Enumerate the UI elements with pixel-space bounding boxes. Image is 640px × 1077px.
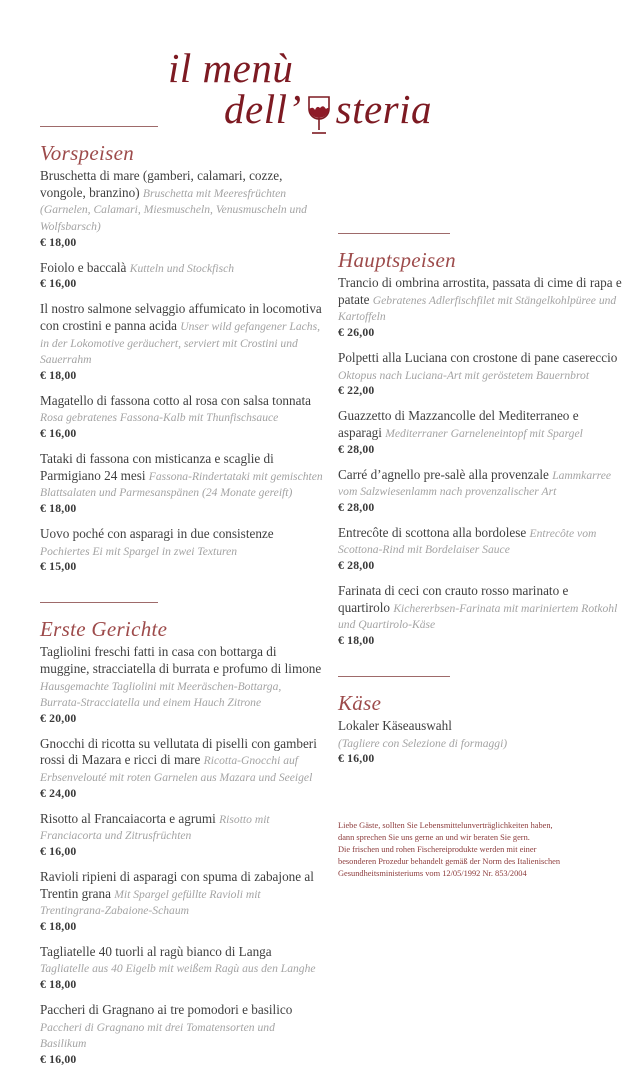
section-heading-hauptspeisen: Hauptspeisen xyxy=(338,248,456,272)
section-heading-erste-gerichte: Erste Gerichte xyxy=(40,617,168,642)
menu-item-name-de: Unser wild gefangener Lachs, in der Lokomotive geräuchert, serviert mit Crostini und Sauerrahm xyxy=(40,319,321,367)
section-divider xyxy=(40,602,158,603)
menu-item-price: € 22,00 xyxy=(338,384,375,398)
menu-item xyxy=(40,736,324,800)
menu-item xyxy=(40,301,324,382)
menu-item-price: € 28,00 xyxy=(338,559,375,573)
menu-item-description xyxy=(40,393,324,426)
menu-item-description xyxy=(40,260,324,277)
menu-item-description xyxy=(338,525,622,558)
menu-item xyxy=(40,869,324,933)
menu-item-price: € 18,00 xyxy=(40,919,77,933)
menu-item xyxy=(338,718,622,765)
menu-item-name-de: Hausgemachte Tagliolini mit Meeräschen-Bottarga, Burrata-Stracciatella und einem Hauch Zitrone xyxy=(40,679,282,710)
menu-item-price: € 18,00 xyxy=(40,978,77,992)
menu-column-left xyxy=(40,126,324,1077)
section-heading-kaese: Käse xyxy=(338,690,382,715)
menu-item xyxy=(40,944,324,991)
menu-item-price: € 18,00 xyxy=(40,235,77,249)
menu-item-name-de: Tagliatelle aus 40 Eigelb mit weißem Ragù aus den Langhe xyxy=(40,962,316,976)
menu-item-name-it: Tagliatelle 40 tuorli al ragù bianco di Langa xyxy=(40,943,272,959)
menu-item-name-de: Gebratenes Adlerfischfilet mit Stängelkohlpüree und Kartoffeln xyxy=(338,293,617,324)
menu-item-description xyxy=(338,583,622,633)
menu-item-name-it: Il nostro salmone selvaggio affumicato in locomotiva con crostini e panna acida xyxy=(40,301,322,333)
menu-item xyxy=(338,467,622,514)
menu-item-name-de: Fassona-Rindertataki mit gemischten Blattsalaten und Parmesanspänen (24 Monate gereift) xyxy=(40,469,323,500)
menu-item xyxy=(40,526,324,573)
menu-item-name-de: Oktopus nach Luciana-Art mit geröstetem Bauernbrot xyxy=(338,368,590,382)
menu-item-description xyxy=(40,526,324,559)
disclaimer-line-5: Gesundheitsministeriums vom 12/05/1992 Nr. 853/2004 xyxy=(338,868,527,878)
menu-item xyxy=(338,275,622,339)
menu-item-price: € 16,00 xyxy=(40,844,77,858)
disclaimer-line-2: dann sprechen Sie uns gerne an und wir beraten Sie gern. xyxy=(338,832,530,842)
menu-item xyxy=(338,583,622,647)
menu-item-description xyxy=(338,408,622,441)
menu-item-price: € 28,00 xyxy=(338,500,375,514)
section-spacer xyxy=(338,658,622,676)
menu-item-name-it: Guazzetto di Mazzancolle del Mediterraneo e asparagi xyxy=(338,408,579,440)
menu-title-dell: dell’ xyxy=(224,86,302,132)
section-divider xyxy=(338,233,450,234)
menu-item-description xyxy=(40,451,324,501)
menu-item-name-de: Entrecôte vom Scottona-Rind mit Bordelaiser Sauce xyxy=(338,526,597,557)
section-divider xyxy=(338,676,450,677)
menu-item-price: € 26,00 xyxy=(338,326,375,340)
menu-item xyxy=(40,260,324,291)
menu-item-name-it: Uovo poché con asparagi in due consistenze xyxy=(40,525,274,541)
menu-item-price: € 16,00 xyxy=(40,277,77,291)
menu-item-name-de: Ricotta-Gnocchi auf Erbsenvelouté mit roten Garnelen aus Mazara und Seeigel xyxy=(40,754,313,785)
menu-item-price: € 18,00 xyxy=(338,633,375,647)
menu-item-name-it: Foiolo e baccalà xyxy=(40,259,127,275)
menu-item-name-it: Tagliolini freschi fatti in casa con bottarga di muggine, stracciatella di burrata e profumo di limone xyxy=(40,644,322,676)
menu-item-name-de: Lammkarree vom Salzwiesenlamm nach provenzalischer Art xyxy=(338,468,612,499)
menu-section-kaese xyxy=(338,676,622,765)
menu-item-description xyxy=(40,1002,324,1052)
menu-item-description xyxy=(40,644,324,711)
menu-item-name-de: Kichererbsen-Farinata mit mariniertem Rotkohl und Quartirolo-Käse xyxy=(338,601,618,632)
section-heading-vorspeisen: Vorspeisen xyxy=(40,141,134,165)
menu-item xyxy=(40,168,324,249)
menu-item-name-de: Mit Spargel gefüllte Ravioli mit Trentingrana-Zabaione-Schaum xyxy=(40,887,261,918)
menu-item-name-it: Trancio di ombrina arrostita, passata di cime di rapa e patate xyxy=(338,275,622,307)
disclaimer-line-1: Liebe Gäste, sollten Sie Lebensmittelunverträglichkeiten haben, xyxy=(338,821,553,830)
menu-item-name-de: (Tagliere con Selezione di formaggi) xyxy=(338,736,508,750)
allergen-disclaimer xyxy=(338,820,628,880)
menu-item-description xyxy=(338,350,622,383)
menu-item-price: € 16,00 xyxy=(338,752,375,766)
menu-item-name-de: Mediterraner Garneleneintopf mit Spargel xyxy=(385,426,583,440)
menu-item-price: € 15,00 xyxy=(40,560,77,574)
menu-item-price: € 18,00 xyxy=(40,501,77,515)
menu-item-description xyxy=(40,811,324,844)
menu-item-price: € 28,00 xyxy=(338,442,375,456)
menu-item-name-de: Bruschetta mit Meeresfrüchten (Garnelen, Calamari, Miesmuscheln, Venusmuscheln und Wolfsbarsch) xyxy=(40,186,307,234)
menu-item-description xyxy=(40,301,324,368)
menu-item-description xyxy=(338,275,622,325)
menu-item-description xyxy=(40,869,324,919)
menu-item-name-de: Kutteln und Stockfisch xyxy=(129,261,235,275)
menu-item-price: € 18,00 xyxy=(40,368,77,382)
menu-item xyxy=(338,525,622,572)
menu-title-line-1: il menù xyxy=(168,45,294,91)
menu-item-name-de: Rosa gebratenes Fassona-Kalb mit Thunfischsauce xyxy=(40,411,279,425)
menu-item-name-de: Paccheri di Gragnano mit drei Tomatensorten und Basilikum xyxy=(40,1020,275,1051)
disclaimer-line-4: besonderen Prozedur behandelt gemäß der Norm des Italienischen xyxy=(338,856,561,866)
menu-section-hauptspeisen xyxy=(338,233,622,647)
menu-item xyxy=(40,811,324,858)
menu-item-name-it: Gnocchi di ricotta su vellutata di piselli con gamberi rossi di Mazara e ricci di mare xyxy=(40,735,317,768)
menu-item xyxy=(338,408,622,455)
menu-item xyxy=(338,350,622,397)
menu-item-price: € 16,00 xyxy=(40,1052,77,1066)
menu-item-description xyxy=(40,168,324,235)
section-divider xyxy=(40,126,158,127)
menu-column-right xyxy=(338,233,622,776)
menu-section-erste-gerichte xyxy=(40,602,324,1066)
menu-item-name-it: Bruschetta di mare (gamberi, calamari, cozze, vongole, branzino) xyxy=(40,168,283,200)
menu-item-name-it: Risotto al Francaiacorta e agrumi xyxy=(40,810,216,826)
menu-item xyxy=(40,644,324,725)
menu-item-name-de: Risotto mit Franciacorta und Zitrusfrüchten xyxy=(40,812,270,843)
menu-item xyxy=(40,393,324,440)
menu-item-name-it: Magatello di fassona cotto al rosa con salsa tonnata xyxy=(40,392,311,408)
menu-item xyxy=(40,451,324,515)
menu-item-description xyxy=(40,944,324,977)
menu-item-price: € 24,00 xyxy=(40,786,77,800)
menu-item-name-it: Tataki di fassona con misticanza e scaglie di Parmigiano 24 mesi xyxy=(40,451,274,483)
menu-item-name-it: Paccheri di Gragnano ai tre pomodori e basilico xyxy=(40,1002,293,1018)
menu-section-vorspeisen xyxy=(40,126,324,573)
menu-item-name-it: Farinata di ceci con crauto rosso marinato e quartirolo xyxy=(338,583,569,615)
menu-item-name-it: Polpetti alla Luciana con crostone di pane casereccio xyxy=(338,350,618,366)
menu-title-steria: steria xyxy=(335,86,433,132)
menu-item-description xyxy=(338,467,622,500)
menu-item-name-it: Carré d’agnello pre-salè alla provenzale xyxy=(338,466,549,482)
menu-item-name-it: Lokaler Käseauswahl xyxy=(338,718,452,734)
menu-item-name-it: Ravioli ripieni di asparagi con spuma di zabajone al Trentin grana xyxy=(40,868,314,901)
menu-item-name-it: Entrecôte di scottona alla bordolese xyxy=(338,524,527,540)
menu-item-description xyxy=(40,736,324,786)
disclaimer-line-3: Die frischen und rohen Fischereiprodukte werden mit einer xyxy=(338,844,537,854)
menu-item-price: € 20,00 xyxy=(40,711,77,725)
menu-item-price: € 16,00 xyxy=(40,427,77,441)
menu-item-description xyxy=(338,718,622,751)
menu-item-name-de: Pochiertes Ei mit Spargel in zwei Texturen xyxy=(40,544,238,558)
section-spacer xyxy=(40,584,324,602)
menu-item xyxy=(40,1002,324,1066)
